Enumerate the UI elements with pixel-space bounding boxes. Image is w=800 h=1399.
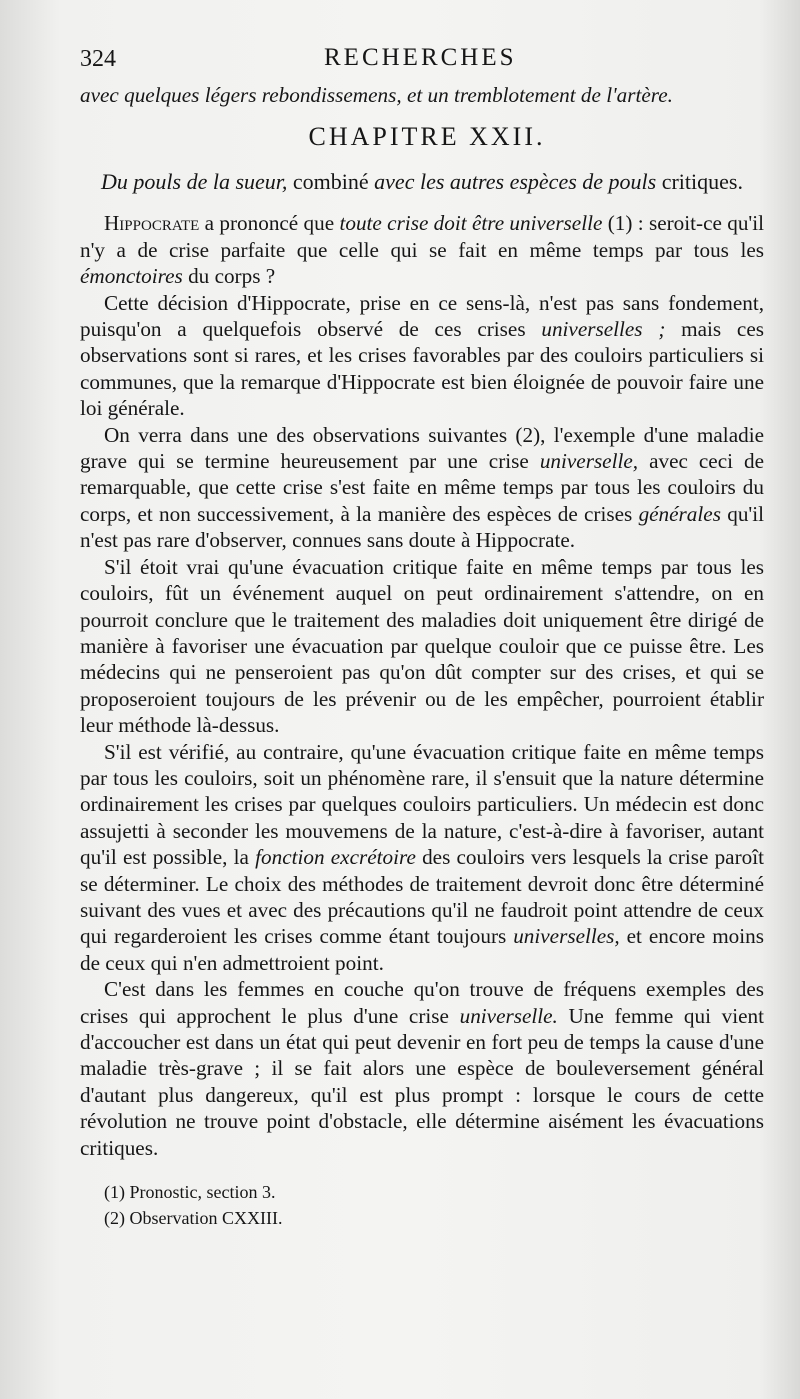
paragraph-1 xyxy=(80,210,764,289)
continuation-italic: avec quelques légers rebondissemens, et un tremblotement de l'artère. xyxy=(80,83,673,107)
chapter-title: CHAPITRE XXII. xyxy=(308,122,546,152)
p3-text-d: générales xyxy=(638,501,721,526)
p2-text-a: Cette décision d'Hippocrate, prise en ce sens-là, n'est pas sans fondement, puisqu'on a quelquefois observé de ces crises xyxy=(80,290,764,342)
running-head xyxy=(80,40,764,82)
paragraph-2 xyxy=(80,290,764,422)
running-title: RECHERCHES xyxy=(324,44,517,71)
p5-text-b: fonction excrétoire xyxy=(255,845,416,870)
p1-text-b: a prononcé que xyxy=(199,211,340,236)
p1-text-d: (1) : seroit-ce qu'il n'y a de crise parfaite que celle qui se fait en même temps par tous les xyxy=(80,211,764,262)
p5-text-c: des couloirs vers lesquels la crise paroît se déterminer. Le choix des méthodes de traitement devroit donc être déterminé suivant des vues et avec des précautions qu'il ne faudroit point attendre de ceux qui regarderoient les crises comme étant toujours xyxy=(80,845,764,949)
p5-text-d: universelles, xyxy=(513,924,620,949)
footnotes xyxy=(80,1179,764,1231)
page-number: 324 xyxy=(80,46,116,72)
subtitle-part-d: critiques. xyxy=(656,169,743,195)
p1-text-e: émonctoires xyxy=(80,264,183,289)
subtitle-part-a: Du pouls de la sueur, xyxy=(101,169,288,195)
p6-text-a: C'est dans les femmes en couche qu'on trouve de fréquens exemples des crises qui approchent le plus d'une crise xyxy=(80,977,764,1028)
p3-text-c: avec ceci de remarquable, que cette crise s'est faite en même temps par tous les couloirs du corps, et non successivement, à la manière des espèces de crises xyxy=(80,449,764,526)
p3-text-e: qu'il n'est pas rare d'observer, connues sans doute à Hippocrate. xyxy=(80,501,764,553)
p2-text-c: mais ces observations sont si rares, et les crises favorables par des couloirs particuliers si communes, que la remarque d'Hippocrate est bien éloignée de pouvoir faire une loi générale. xyxy=(80,317,764,421)
p5-text-a: S'il est vérifié, au contraire, qu'une évacuation critique faite en même temps par tous les couloirs, soit un phénomène rare, il s'ensuit que la nature détermine ordinairement les crises par quelques couloirs particuliers. Un médecin est donc assujetti à seconder les mouvemens de la nature, c'est-à-dire à favoriser, autant qu'il est possible, la xyxy=(80,739,764,870)
p2-text-b: universelles ; xyxy=(541,317,666,342)
footnote-1: (1) Pronostic, section 3. xyxy=(104,1182,276,1203)
p1-text-c: toute crise doit être universelle xyxy=(339,211,603,236)
p3-text-a: On verra dans une des observations suivantes (2), l'exemple d'une maladie grave qui se termine heureusement par une crise xyxy=(80,422,764,474)
p1-text-f: du corps ? xyxy=(182,264,276,289)
chapter-subtitle xyxy=(80,168,764,196)
p1-author: Hippocrate xyxy=(104,211,200,236)
subtitle-part-c: avec les autres espèces de pouls xyxy=(374,169,657,195)
p3-text-b: universelle, xyxy=(539,449,639,474)
subtitle-part-b: combiné xyxy=(287,169,375,195)
footnote-2: (2) Observation CXXIII. xyxy=(104,1208,283,1229)
p6-text-c: Une femme qui vient d'accoucher est dans un état qui peut devenir en fort peu de temps la cause d'une maladie très-grave ; il se fait alors une espèce de bouleversement général d'autant plus dangereux, qu'il est plus prompt : lorsque le cours de cette révolution ne trouve point d'obstacle, elle détermine aisément les évacuations critiques. xyxy=(80,1003,765,1160)
paragraph-5 xyxy=(80,739,764,977)
p5-text-e: et encore moins de ceux qui n'en admettroient point. xyxy=(80,924,765,975)
paragraph-4: S'il étoit vrai qu'une évacuation critique faite en même temps par tous les couloirs, fût un événement auquel on peut ordinairement s'attendre, on en pourroit conclure que le traitement des maladies doit uniquement être dirigé de manière à favoriser une évacuation par quelque couloir que ce puisse être. Les médecins qui ne penseroient pas qu'on dût compter sur des crises, et qui se proposeroient toujours de les prévenir ou de les empêcher, pourroient établir leur méthode là-dessus. xyxy=(80,554,764,738)
continuation-text xyxy=(80,82,764,108)
paragraph-3 xyxy=(80,422,764,554)
paragraph-6 xyxy=(80,976,764,1161)
p6-text-b: universelle. xyxy=(459,1003,558,1028)
